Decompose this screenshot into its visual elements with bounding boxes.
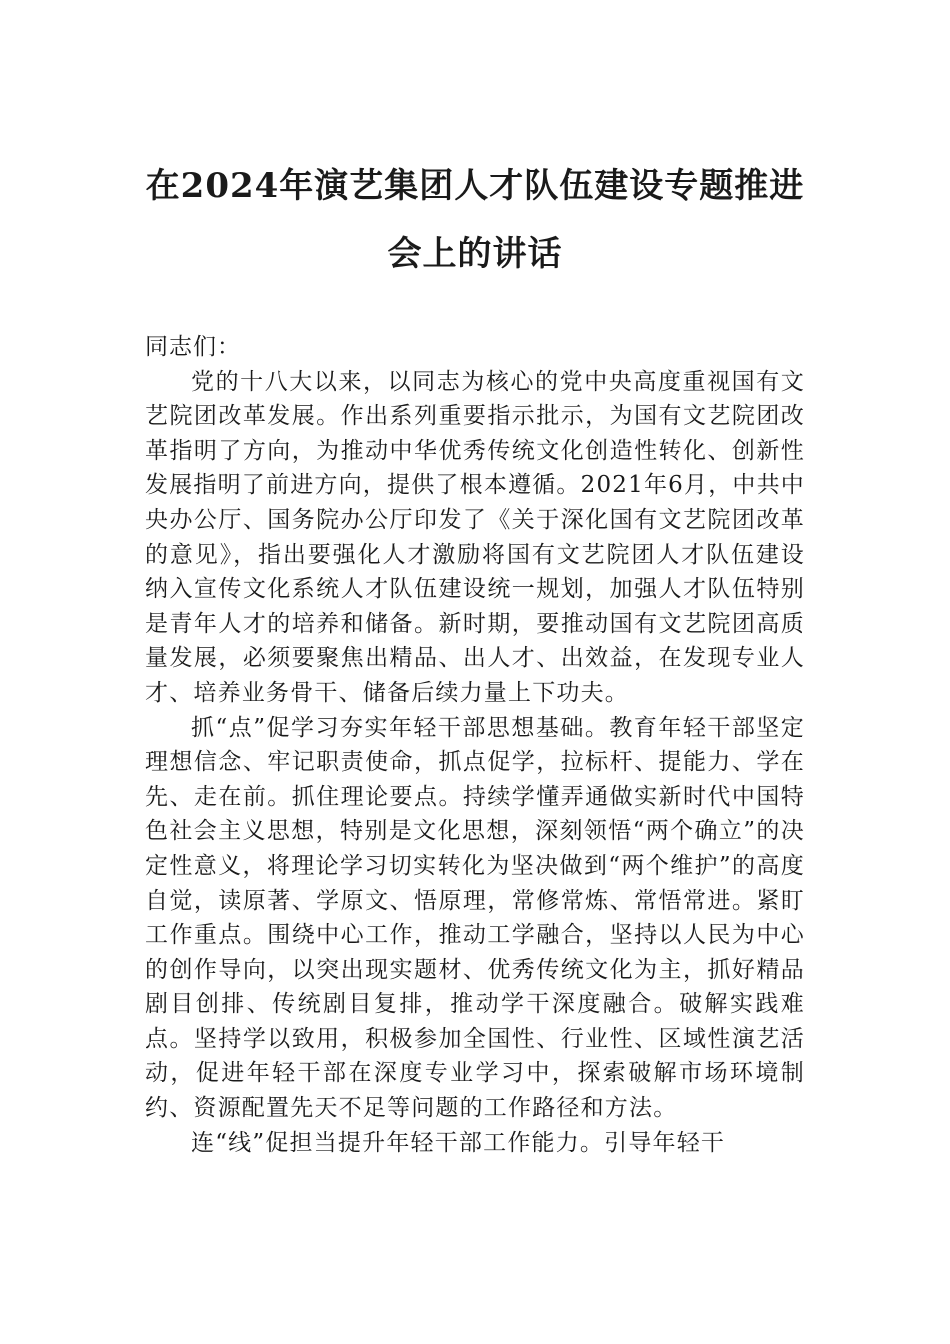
paragraph-line-responsibility: 连“线”促担当提升年轻干部工作能力。引导年轻干 (191, 1129, 726, 1156)
document-body (145, 330, 805, 1160)
salutation: 同志们： (145, 334, 241, 360)
document-title-line-2: 会上的讲话 (387, 234, 563, 274)
paragraph-point-study: 抓“点”促学习夯实年轻干部思想基础。教育年轻干部坚定理想信念、牢记职责使命，抓点促学，拉标杆、提能力、学在先、走在前。抓住理论要点。持续学懂弄通做实新时代中国特色社会主义思想，特别是文化思想，深刻领悟“两个确立”的决定性意义，将理论学习切实转化为坚决做到“两个维护”的高度自觉，读原著、学原文、悟原理，常修常炼、常悟常进。紧盯工作重点。围绕中心工作，推动工学融合，坚持以人民为中心的创作导向，以突出现实题材、优秀传统文化为主，抓好精品剧目创排、传统剧目复排，推动学干深度融合。破解实践难点。坚持学以致用，积极参加全国性、行业性、区域性演艺活动，促进年轻干部在深度专业学习中，探索破解市场环境制约、资源配置先天不足等问题的工作路径和方法。 (145, 714, 805, 1122)
paragraph-intro: 党的十八大以来，以同志为核心的党中央高度重视国有文艺院团改革发展。作出系列重要指示批示，为国有文艺院团改革指明了方向，为推动中华优秀传统文化创造性转化、创新性发展指明了前进方向，提供了根本遵循。2021年6月，中共中央办公厅、国务院办公厅印发了《关于深化国有文艺院团改革的意见》，指出要强化人才激励将国有文艺院团人才队伍建设纳入宣传文化系统人才队伍建设统一规划，加强人才队伍特别是青年人才的培养和储备。新时期，要推动国有文艺院团高质量发展，必须要聚焦出精品、出人才、出效益，在发现专业人才、培养业务骨干、储备后续力量上下功夫。 (145, 368, 805, 706)
document-title-line-1: 在2024年演艺集团人才队伍建设专题推进 (145, 166, 805, 206)
